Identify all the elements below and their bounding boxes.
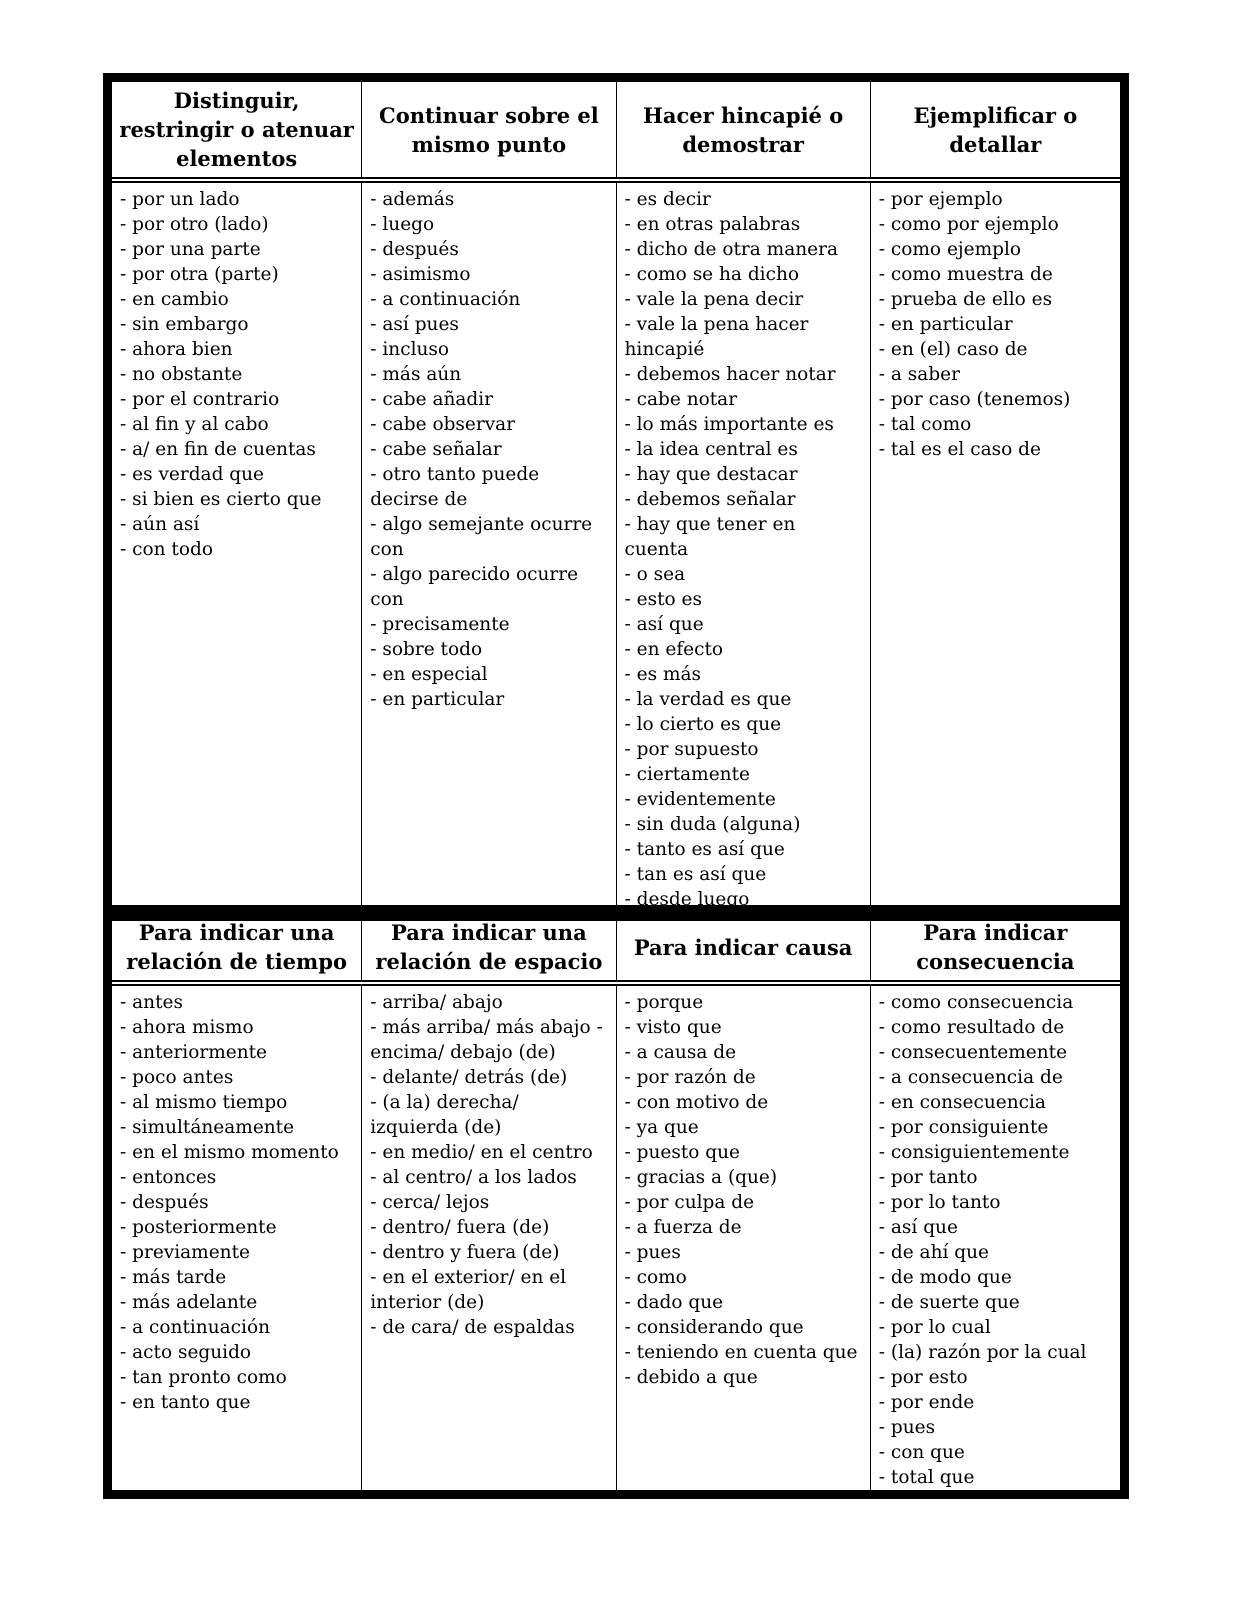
- list-item: - vale la pena decir: [624, 289, 804, 310]
- list-item: - dentro/ fuera (de): [370, 1217, 550, 1238]
- list-item: - ahora bien: [120, 339, 233, 360]
- list-item: - asimismo: [370, 264, 471, 285]
- list-item: - cabe añadir: [370, 389, 494, 410]
- list-item: - más aún: [370, 364, 462, 385]
- list-item: - así que: [624, 614, 704, 635]
- list-item: - después: [370, 239, 459, 260]
- connectors-table-1: [103, 73, 1129, 921]
- list-item: - arriba/ abajo: [370, 992, 503, 1013]
- list-item: - de cara/ de espaldas: [370, 1317, 575, 1338]
- list-item: - con motivo de: [624, 1092, 769, 1113]
- list-item: - la verdad es que: [624, 689, 792, 710]
- list-item: - por lo tanto: [878, 1192, 1001, 1213]
- connector-list: [879, 187, 1114, 462]
- list-item: - ya que: [624, 1117, 699, 1138]
- list-item: - por otra (parte): [120, 264, 279, 285]
- list-item: - es decir: [624, 189, 711, 210]
- table-cell: [108, 983, 362, 1495]
- table-cell: [870, 180, 1124, 917]
- column-header: Para indicar una relación de espacio: [362, 910, 616, 984]
- table-cell: [362, 983, 616, 1495]
- list-item: - como por ejemplo: [878, 214, 1059, 235]
- list-item: - dentro y fuera (de): [370, 1242, 560, 1263]
- list-item: - algo parecido ocurre con: [370, 564, 579, 610]
- list-item: - delante/ detrás (de): [370, 1067, 568, 1088]
- list-item: - como se ha dicho: [624, 264, 800, 285]
- connector-list: [879, 990, 1114, 1490]
- column-header: Distinguir, restringir o atenuar elementos: [108, 78, 362, 181]
- list-item: - con que: [878, 1442, 965, 1463]
- connector-list: [370, 990, 609, 1340]
- list-item: - más arriba/ más abajo - encima/ debajo (de): [370, 1017, 603, 1063]
- list-item: - antes: [120, 992, 183, 1013]
- table-cell: [870, 983, 1124, 1495]
- list-item: - tal como: [878, 414, 972, 435]
- list-item: - ciertamente: [624, 764, 750, 785]
- list-item: - esto es: [624, 589, 702, 610]
- list-item: - por supuesto: [624, 739, 759, 760]
- list-item: - por un lado: [120, 189, 240, 210]
- list-item: - de modo que: [878, 1267, 1012, 1288]
- list-item: - es verdad que: [120, 464, 264, 485]
- list-item: - más tarde: [120, 1267, 227, 1288]
- table-cell: [362, 180, 616, 917]
- list-item: - entonces: [120, 1167, 217, 1188]
- list-item: - tal es el caso de: [878, 439, 1041, 460]
- list-item: - por otro (lado): [120, 214, 269, 235]
- list-item: - como resultado de: [878, 1017, 1065, 1038]
- list-item: - tan pronto como: [120, 1367, 287, 1388]
- list-item: - cabe notar: [624, 389, 738, 410]
- list-item: - algo semejante ocurre con: [370, 514, 593, 560]
- list-item: - dado que: [624, 1292, 724, 1313]
- list-item: - en medio/ en el centro: [370, 1142, 593, 1163]
- list-item: - total que: [878, 1467, 975, 1488]
- list-item: - por razón de: [624, 1067, 756, 1088]
- list-item: - simultáneamente: [120, 1117, 295, 1138]
- connector-list: [370, 187, 609, 712]
- list-item: - visto que: [624, 1017, 722, 1038]
- list-item: - cabe señalar: [370, 439, 502, 460]
- list-item: - lo cierto es que: [624, 714, 782, 735]
- list-item: - (la) razón por la cual: [878, 1342, 1087, 1363]
- list-item: - debemos señalar: [624, 489, 796, 510]
- list-item: - porque: [624, 992, 704, 1013]
- list-item: - por consiguiente: [878, 1117, 1049, 1138]
- table-cell: [108, 180, 362, 917]
- list-item: - considerando que: [624, 1317, 804, 1338]
- connector-list: [120, 187, 355, 562]
- list-item: - al fin y al cabo: [120, 414, 269, 435]
- list-item: - consiguientemente: [878, 1142, 1070, 1163]
- list-item: - pues: [624, 1242, 681, 1263]
- list-item: - sin duda (alguna): [624, 814, 801, 835]
- column-header: Para indicar causa: [616, 910, 870, 984]
- list-item: - por ende: [878, 1392, 975, 1413]
- list-item: - consecuentemente: [878, 1042, 1068, 1063]
- list-item: - cabe observar: [370, 414, 516, 435]
- list-item: - así que: [878, 1217, 958, 1238]
- list-item: - pues: [878, 1417, 936, 1438]
- list-item: - a/ en fin de cuentas: [120, 439, 316, 460]
- list-item: - a fuerza de: [624, 1217, 742, 1238]
- table-cell: [616, 180, 870, 917]
- list-item: - después: [120, 1192, 209, 1213]
- list-item: - por el contrario: [120, 389, 280, 410]
- connector-list: [625, 990, 864, 1390]
- list-item: - en particular: [370, 689, 505, 710]
- column-header: Ejemplificar o detallar: [870, 78, 1124, 181]
- list-item: - en consecuencia: [878, 1092, 1046, 1113]
- connectors-table-2: [103, 905, 1129, 1499]
- list-item: - vale la pena hacer hincapié: [624, 314, 809, 360]
- list-item: - al centro/ a los lados: [370, 1167, 577, 1188]
- column-header: Continuar sobre el mismo punto: [362, 78, 616, 181]
- list-item: - hay que tener en cuenta: [624, 514, 796, 560]
- list-item: - cerca/ lejos: [370, 1192, 490, 1213]
- list-item: - así pues: [370, 314, 459, 335]
- list-item: - además: [370, 189, 455, 210]
- list-item: - a consecuencia de: [878, 1067, 1063, 1088]
- list-item: - gracias a (que): [624, 1167, 778, 1188]
- list-item: - en el exterior/ en el interior (de): [370, 1267, 567, 1313]
- list-item: - teniendo en cuenta que: [624, 1342, 858, 1363]
- list-item: - por caso (tenemos): [878, 389, 1071, 410]
- list-item: - (a la) derecha/ izquierda (de): [370, 1092, 519, 1138]
- list-item: - sin embargo: [120, 314, 249, 335]
- list-item: - a continuación: [120, 1317, 270, 1338]
- list-item: - anteriormente: [120, 1042, 267, 1063]
- list-item: - dicho de otra manera: [624, 239, 838, 260]
- connector-list: [120, 990, 355, 1415]
- list-item: - hay que destacar: [624, 464, 798, 485]
- list-item: - tanto es así que: [624, 839, 785, 860]
- list-item: - a causa de: [624, 1042, 737, 1063]
- list-item: - si bien es cierto que: [120, 489, 322, 510]
- list-item: - como consecuencia: [878, 992, 1074, 1013]
- list-item: - por una parte: [120, 239, 261, 260]
- list-item: - de ahí que: [878, 1242, 990, 1263]
- list-item: - otro tanto puede decirse de: [370, 464, 540, 510]
- list-item: - con todo: [120, 539, 213, 560]
- list-item: - por ejemplo: [878, 189, 1003, 210]
- list-item: - por lo cual: [878, 1317, 991, 1338]
- connector-list: [625, 187, 864, 912]
- list-item: - prueba de ello es: [878, 289, 1053, 310]
- list-item: - sobre todo: [370, 639, 483, 660]
- column-header: Para indicar consecuencia: [870, 910, 1124, 984]
- column-header: Para indicar una relación de tiempo: [108, 910, 362, 984]
- list-item: - puesto que: [624, 1142, 740, 1163]
- list-item: - evidentemente: [624, 789, 776, 810]
- list-item: - acto seguido: [120, 1342, 252, 1363]
- list-item: - poco antes: [120, 1067, 234, 1088]
- list-item: - como: [624, 1267, 687, 1288]
- list-item: - a saber: [878, 364, 960, 385]
- list-item: - debido a que: [624, 1367, 758, 1388]
- list-item: - tan es así que: [624, 864, 767, 885]
- list-item: - previamente: [120, 1242, 250, 1263]
- list-item: - a continuación: [370, 289, 521, 310]
- list-item: - por culpa de: [624, 1192, 755, 1213]
- table-body-row: [108, 983, 1125, 1495]
- list-item: - por esto: [878, 1367, 968, 1388]
- list-item: - aún así: [120, 514, 200, 535]
- list-item: - posteriormente: [120, 1217, 277, 1238]
- list-item: - precisamente: [370, 614, 510, 635]
- list-item: - en el mismo momento: [120, 1142, 339, 1163]
- list-item: - en cambio: [120, 289, 229, 310]
- list-item: - desde luego: [624, 889, 750, 910]
- table-cell: [616, 983, 870, 1495]
- list-item: - más adelante: [120, 1292, 258, 1313]
- list-item: - o sea: [624, 564, 686, 585]
- list-item: - no obstante: [120, 364, 243, 385]
- list-item: - luego: [370, 214, 435, 235]
- list-item: - es más: [624, 664, 702, 685]
- list-item: - como muestra de: [878, 264, 1053, 285]
- list-item: - por tanto: [878, 1167, 978, 1188]
- column-header: Hacer hincapié o demostrar: [616, 78, 870, 181]
- list-item: - en otras palabras: [624, 214, 801, 235]
- list-item: - en (el) caso de: [878, 339, 1028, 360]
- list-item: - ahora mismo: [120, 1017, 254, 1038]
- list-item: - incluso: [370, 339, 450, 360]
- table-header-row: [108, 78, 1125, 181]
- list-item: - la idea central es: [624, 439, 798, 460]
- table-body-row: [108, 180, 1125, 917]
- list-item: - lo más importante es: [624, 414, 834, 435]
- list-item: - debemos hacer notar: [624, 364, 836, 385]
- list-item: - de suerte que: [878, 1292, 1020, 1313]
- list-item: - en efecto: [624, 639, 724, 660]
- list-item: - al mismo tiempo: [120, 1092, 288, 1113]
- list-item: - como ejemplo: [878, 239, 1022, 260]
- list-item: - en particular: [878, 314, 1013, 335]
- list-item: - en tanto que: [120, 1392, 251, 1413]
- table-header-row: [108, 910, 1125, 984]
- list-item: - en especial: [370, 664, 488, 685]
